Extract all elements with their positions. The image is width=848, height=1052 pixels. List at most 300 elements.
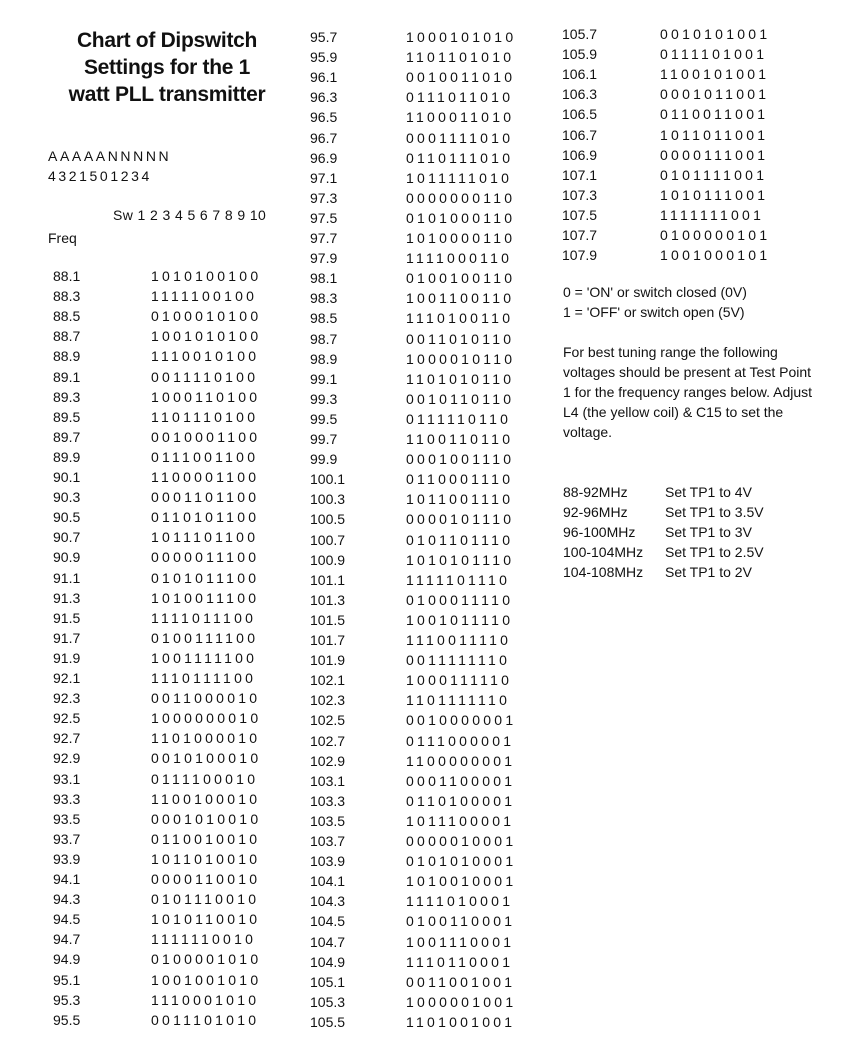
frequency-cell: 100.7 <box>310 531 346 548</box>
table-row <box>310 811 550 831</box>
switch-bits-cell: 1010111001 <box>660 186 769 203</box>
frequency-cell: 92.9 <box>53 750 81 767</box>
switch-bits-cell: 0101111001 <box>660 166 768 183</box>
frequency-cell: 100.5 <box>310 511 346 528</box>
tp-setting-row <box>563 562 752 582</box>
frequency-cell: 104.7 <box>310 933 346 950</box>
table-row <box>310 550 550 570</box>
table-row <box>310 449 550 469</box>
title-line: Settings for the 1 <box>83 56 251 79</box>
tp-setting-row <box>563 502 764 522</box>
frequency-cell: 94.7 <box>53 931 81 948</box>
switch-bits-cell: 1011111010 <box>406 169 513 186</box>
tp-setting-row <box>563 522 752 542</box>
tp-value: Set TP1 to 3.5V <box>665 504 764 520</box>
table-row <box>310 751 550 771</box>
table-row <box>53 286 293 306</box>
switch-bits-cell: 0101110010 <box>151 891 260 908</box>
frequency-cell: 89.1 <box>53 368 81 385</box>
table-row <box>310 168 550 188</box>
switch-bits-cell: 1110011110 <box>406 632 512 648</box>
switch-bits-cell: 1001001010 <box>151 971 262 988</box>
table-row <box>310 690 550 710</box>
table-row <box>53 608 293 628</box>
table-row <box>53 346 293 366</box>
tp-range: 100-104MHz <box>563 544 644 560</box>
switch-bits-cell: 0001001110 <box>406 451 515 468</box>
table-row <box>310 871 550 891</box>
table-row <box>53 889 293 909</box>
table-row <box>53 708 293 728</box>
table-row <box>53 809 293 829</box>
switch-bits-cell: 0001011001 <box>660 86 770 103</box>
frequency-cell: 89.9 <box>53 448 81 465</box>
switch-bits-cell: 1000110100 <box>151 388 261 405</box>
table-row <box>310 590 550 610</box>
frequency-cell: 97.7 <box>310 230 338 246</box>
frequency-cell: 97.3 <box>310 189 338 206</box>
frequency-cell: 106.7 <box>562 126 598 143</box>
switch-bits-cell: 0000000110 <box>406 189 516 206</box>
table-row <box>53 688 293 708</box>
table-row <box>562 205 802 225</box>
switch-bits-cell: 1110100110 <box>406 310 514 327</box>
table-row <box>310 831 550 851</box>
table-row <box>562 84 802 104</box>
frequency-cell: 101.3 <box>310 591 346 608</box>
table-row <box>53 970 293 990</box>
table-row <box>53 547 293 567</box>
switch-bits-cell: 1000001001 <box>406 993 517 1010</box>
frequency-cell: 94.5 <box>53 911 81 928</box>
frequency-cell: 93.5 <box>53 810 81 827</box>
table-row <box>53 748 293 768</box>
switch-bits-cell: 0100110001 <box>406 913 516 930</box>
switch-bits-cell: 1111110010 <box>151 931 257 948</box>
switch-bits-cell: 0101010001 <box>406 853 517 870</box>
frequency-cell: 104.9 <box>310 953 346 970</box>
table-row <box>53 326 293 346</box>
frequency-cell: 101.7 <box>310 632 346 648</box>
frequency-cell: 102.1 <box>310 672 346 689</box>
frequency-cell: 93.1 <box>53 770 81 787</box>
table-row <box>53 367 293 387</box>
tp-value: Set TP1 to 2V <box>665 564 752 580</box>
switch-bits-cell: 0100001010 <box>151 951 262 968</box>
frequency-cell: 88.7 <box>53 328 81 345</box>
frequency-cell: 89.7 <box>53 428 81 445</box>
frequency-cell: 96.9 <box>310 149 338 166</box>
switch-bits-cell: 1000000010 <box>151 710 262 727</box>
switch-bits-cell: 1101101010 <box>406 49 515 66</box>
table-row <box>310 630 550 650</box>
tp-value: Set TP1 to 3V <box>665 524 752 540</box>
table-row <box>310 47 550 67</box>
switch-bits-cell: 1000010110 <box>406 350 516 367</box>
table-row <box>310 1012 550 1032</box>
page-title <box>38 27 296 108</box>
switch-bits-cell: 1001110001 <box>406 933 515 950</box>
legend-on: 0 = 'ON' or switch closed (0V) <box>563 284 747 300</box>
switch-bits-cell: 0110001110 <box>406 471 514 488</box>
switch-bits-cell: 0000111001 <box>660 146 769 163</box>
table-row <box>310 771 550 791</box>
frequency-cell: 95.5 <box>53 1011 81 1028</box>
frequency-cell: 99.5 <box>310 410 338 427</box>
frequency-cell: 107.7 <box>562 227 598 243</box>
switch-bits-cell: 1001100110 <box>406 290 515 307</box>
table-row <box>310 610 550 630</box>
table-row <box>53 527 293 547</box>
frequency-cell: 105.9 <box>562 46 598 63</box>
switch-bits-cell: 0011110100 <box>151 368 259 385</box>
frequency-cell: 88.9 <box>53 348 81 365</box>
switch-bits-cell: 1111100100 <box>151 288 258 305</box>
frequency-cell: 106.1 <box>562 66 598 83</box>
table-row <box>53 990 293 1010</box>
switch-bits-cell: 1110111100 <box>151 670 257 686</box>
table-row <box>310 932 550 952</box>
switch-bits-cell: 1001000101 <box>660 247 771 264</box>
switch-bits-cell: 0011111110 <box>406 652 511 669</box>
switch-bits-cell: 0000011100 <box>151 549 260 566</box>
frequency-cell: 93.7 <box>53 830 81 847</box>
table-row <box>53 507 293 527</box>
switch-bits-cell: 0101011100 <box>151 569 260 586</box>
table-row <box>310 188 550 208</box>
switch-bits-cell: 1100001100 <box>151 469 260 485</box>
frequency-cell: 98.1 <box>310 270 338 287</box>
frequency-cell: 102.9 <box>310 752 346 769</box>
switch-bits-cell: 0100000101 <box>660 227 771 243</box>
frequency-cell: 103.3 <box>310 792 346 809</box>
frequency-cell: 93.9 <box>53 850 81 867</box>
switch-bits-cell: 0100010100 <box>151 308 262 325</box>
frequency-cell: 98.3 <box>310 290 338 307</box>
table-row <box>310 349 550 369</box>
table-row <box>310 670 550 690</box>
switch-bits-cell: 0111110110 <box>406 410 512 427</box>
frequency-cell: 91.3 <box>53 589 81 606</box>
frequency-cell: 104.5 <box>310 913 346 930</box>
frequency-cell: 101.1 <box>310 571 346 588</box>
frequency-cell: 101.9 <box>310 652 346 669</box>
frequency-cell: 88.5 <box>53 308 81 325</box>
switch-bits-cell: 1101000010 <box>151 730 261 747</box>
frequency-cell: 90.1 <box>53 469 81 485</box>
switch-bits-cell: 0011000010 <box>151 690 261 707</box>
switch-bits-cell: 0101101110 <box>406 531 514 548</box>
switch-bits-cell: 1111010001 <box>406 893 514 910</box>
frequency-cell: 100.1 <box>310 471 346 488</box>
frequency-cell: 100.3 <box>310 491 346 508</box>
switch-bits-cell: 1010011100 <box>151 589 260 606</box>
table-row <box>310 288 550 308</box>
table-row <box>53 869 293 889</box>
switch-bits-cell: 1001111100 <box>151 649 258 666</box>
table-row <box>53 568 293 588</box>
switch-bits-cell: 1110010100 <box>151 348 260 365</box>
switch-bits-cell: 0110011001 <box>660 106 769 123</box>
tp-range: 104-108MHz <box>563 564 644 580</box>
table-row <box>310 208 550 228</box>
switch-bits-cell: 0111101001 <box>660 46 768 63</box>
table-row <box>310 731 550 751</box>
tp-range: 92-96MHz <box>563 504 628 520</box>
table-row <box>53 266 293 286</box>
table-row <box>310 107 550 127</box>
table-row <box>53 769 293 789</box>
switch-bits-cell: 0010001100 <box>151 428 261 445</box>
switch-bits-cell: 0110010010 <box>151 830 261 847</box>
switch-bits-cell: 1100011010 <box>406 109 515 126</box>
frequency-cell: 105.7 <box>562 26 598 42</box>
table-row <box>310 268 550 288</box>
switch-bits-cell: 0111001100 <box>151 448 259 465</box>
switch-bits-cell: 1111111001 <box>660 206 765 223</box>
switch-bits-cell: 0011001001 <box>406 973 516 990</box>
table-row <box>53 929 293 949</box>
frequency-cell: 99.9 <box>310 451 338 468</box>
table-row <box>310 509 550 529</box>
table-row <box>310 128 550 148</box>
frequency-cell: 99.7 <box>310 431 338 447</box>
frequency-cell: 94.1 <box>53 871 81 887</box>
switch-bits-cell: 0001010010 <box>151 810 262 827</box>
frequency-cell: 104.1 <box>310 873 346 890</box>
switch-number-header: Sw 1 2 3 4 5 6 7 8 9 10 <box>113 207 267 223</box>
frequency-cell: 104.3 <box>310 893 346 910</box>
table-row <box>53 427 293 447</box>
frequency-cell: 101.5 <box>310 611 346 628</box>
table-row <box>310 650 550 670</box>
switch-bits-cell: 1100101001 <box>660 66 770 83</box>
frequency-cell: 88.3 <box>53 288 81 305</box>
frequency-cell: 92.7 <box>53 730 81 747</box>
table-row <box>310 911 550 931</box>
table-row <box>53 407 293 427</box>
frequency-cell: 107.3 <box>562 186 598 203</box>
table-row <box>53 487 293 507</box>
frequency-cell: 96.5 <box>310 109 338 126</box>
table-row <box>53 668 293 688</box>
switch-bits-cell: 1001011110 <box>406 611 514 628</box>
tp-setting-row <box>563 542 764 562</box>
switch-bits-cell: 0010101001 <box>660 26 771 42</box>
frequency-cell: 89.5 <box>53 408 81 425</box>
tp-value: Set TP1 to 2.5V <box>665 544 764 560</box>
frequency-cell: 100.9 <box>310 551 346 568</box>
table-row <box>310 791 550 811</box>
table-row <box>53 728 293 748</box>
frequency-cell: 102.7 <box>310 732 346 749</box>
frequency-cell: 89.3 <box>53 388 81 405</box>
title-line: Chart of Dipswitch <box>76 29 258 52</box>
frequency-cell: 90.5 <box>53 509 81 526</box>
table-row <box>562 165 802 185</box>
table-row <box>310 952 550 972</box>
frequency-cell: 92.3 <box>53 690 81 707</box>
switch-bits-cell: 1111011100 <box>151 609 257 626</box>
table-row <box>53 306 293 326</box>
switch-bits-cell: 1100000001 <box>406 752 516 769</box>
table-row <box>310 489 550 509</box>
frequency-cell: 106.9 <box>562 146 598 163</box>
frequency-cell: 95.1 <box>53 971 81 988</box>
tp-value: Set TP1 to 4V <box>665 484 752 500</box>
switch-bits-cell: 0100100110 <box>406 270 516 287</box>
frequency-cell: 95.9 <box>310 49 338 66</box>
switch-bits-cell: 0001100001 <box>406 772 516 789</box>
table-row <box>562 104 802 124</box>
switch-bits-cell: 1010000110 <box>406 230 516 246</box>
frequency-cell: 103.7 <box>310 833 346 849</box>
switch-bits-cell: 0100011110 <box>406 591 514 608</box>
switch-bits-cell: 0010110110 <box>406 390 515 407</box>
switch-bits-cell: 1011101100 <box>151 529 259 546</box>
table-row <box>562 225 802 245</box>
frequency-cell: 94.9 <box>53 951 81 968</box>
table-row <box>562 185 802 205</box>
frequency-cell: 90.9 <box>53 549 81 566</box>
frequency-cell: 94.3 <box>53 891 81 908</box>
frequency-cell: 102.5 <box>310 712 346 729</box>
frequency-cell: 103.5 <box>310 812 346 829</box>
switch-bits-cell: 0110100001 <box>406 792 516 809</box>
frequency-cell: 106.5 <box>562 106 598 123</box>
table-row <box>53 1010 293 1030</box>
table-row <box>310 891 550 911</box>
table-row <box>53 467 293 487</box>
table-row <box>310 228 550 248</box>
frequency-cell: 98.7 <box>310 330 338 347</box>
switch-bits-cell: 0110111010 <box>406 149 514 166</box>
table-row <box>310 87 550 107</box>
frequency-cell: 96.1 <box>310 69 338 86</box>
switch-bits-cell: 1011100001 <box>406 812 515 829</box>
switch-bits-cell: 0111000001 <box>406 732 515 749</box>
switch-bits-cell: 0011101010 <box>151 1011 260 1028</box>
switch-bits-cell: 1110001010 <box>151 991 260 1008</box>
tuning-note: For best tuning range the following voltages should be present at Test Point 1 for the frequency ranges below. Adjust L4 (the yellow coil) & C15 to set the voltage. <box>563 344 813 440</box>
table-row <box>310 409 550 429</box>
switch-bits-cell: 0000101110 <box>406 511 515 528</box>
switch-bits-cell: 1001010100 <box>151 328 262 345</box>
frequency-cell: 102.3 <box>310 692 346 709</box>
frequency-cell: 91.9 <box>53 649 81 666</box>
table-row <box>53 648 293 668</box>
switch-index-row: 4321501234 <box>48 168 152 184</box>
frequency-cell: 103.9 <box>310 853 346 870</box>
frequency-cell: 97.9 <box>310 250 338 267</box>
table-row <box>310 710 550 730</box>
table-row <box>310 308 550 328</box>
table-row <box>562 125 802 145</box>
table-row <box>310 248 550 268</box>
table-row <box>310 389 550 409</box>
frequency-cell: 91.7 <box>53 629 81 646</box>
frequency-cell: 97.5 <box>310 209 338 226</box>
frequency-cell: 92.5 <box>53 710 81 727</box>
table-row <box>310 329 550 349</box>
switch-bits-cell: 1111000110 <box>406 250 513 267</box>
switch-bits-cell: 0100111100 <box>151 629 259 646</box>
table-row <box>562 44 802 64</box>
switch-bits-cell: 1100100010 <box>151 790 261 807</box>
switch-bits-cell: 1100110110 <box>406 431 514 447</box>
tp-setting-row <box>563 482 752 502</box>
frequency-cell: 90.3 <box>53 489 81 506</box>
frequency-cell: 93.3 <box>53 790 81 807</box>
frequency-cell: 97.1 <box>310 169 338 186</box>
frequency-cell: 103.1 <box>310 772 346 789</box>
switch-bits-cell: 0011010110 <box>406 330 515 347</box>
legend-off: 1 = 'OFF' or switch open (5V) <box>563 304 745 320</box>
table-row <box>310 851 550 871</box>
switch-bits-cell: 1011011001 <box>660 126 769 143</box>
frequency-cell: 96.7 <box>310 129 338 146</box>
table-row <box>310 67 550 87</box>
table-row <box>562 24 802 44</box>
table-row <box>310 972 550 992</box>
frequency-cell: 98.5 <box>310 310 338 327</box>
frequency-cell: 107.9 <box>562 247 598 264</box>
switch-bits-cell: 0000010001 <box>406 833 517 849</box>
table-row <box>310 148 550 168</box>
switch-label-row: AAAAANNNNN <box>48 148 172 164</box>
switch-bits-cell: 0001111010 <box>406 129 514 146</box>
tp-range: 96-100MHz <box>563 524 636 540</box>
table-row <box>53 628 293 648</box>
switch-bits-cell: 1000111110 <box>406 672 513 689</box>
switch-bits-cell: 0001101100 <box>151 489 260 506</box>
frequency-cell: 105.5 <box>310 1013 346 1030</box>
table-row <box>562 64 802 84</box>
frequency-cell: 106.3 <box>562 86 598 103</box>
switch-bits-cell: 0010011010 <box>406 69 516 86</box>
switch-bits-cell: 0010000001 <box>406 712 517 729</box>
switch-bits-cell: 0000110010 <box>151 871 261 887</box>
switch-bits-cell: 0111100010 <box>151 770 259 787</box>
table-row <box>310 469 550 489</box>
table-row <box>310 369 550 389</box>
frequency-cell: 95.3 <box>53 991 81 1008</box>
frequency-cell: 96.3 <box>310 89 338 106</box>
switch-bits-cell: 1011010010 <box>151 850 261 867</box>
switch-bits-cell: 1010010001 <box>406 873 517 890</box>
switch-bits-cell: 0110101100 <box>151 509 260 526</box>
freq-header: Freq <box>48 230 77 246</box>
table-row <box>310 992 550 1012</box>
frequency-cell: 88.1 <box>53 268 81 284</box>
table-row <box>310 530 550 550</box>
table-row <box>53 849 293 869</box>
frequency-cell: 92.1 <box>53 670 81 686</box>
table-row <box>562 145 802 165</box>
switch-bits-cell: 0101000110 <box>406 209 516 226</box>
switch-bits-cell: 1011001110 <box>406 491 514 508</box>
tp-range: 88-92MHz <box>563 484 628 500</box>
table-row <box>53 387 293 407</box>
frequency-cell: 107.1 <box>562 166 598 183</box>
frequency-cell: 98.9 <box>310 350 338 367</box>
table-row <box>53 447 293 467</box>
switch-bits-cell: 1110110001 <box>406 953 514 970</box>
frequency-cell: 105.3 <box>310 993 346 1010</box>
switch-bits-cell: 1010110010 <box>151 911 261 928</box>
switch-bits-cell: 1101110100 <box>151 408 259 425</box>
switch-bits-cell: 1101010110 <box>406 370 515 387</box>
